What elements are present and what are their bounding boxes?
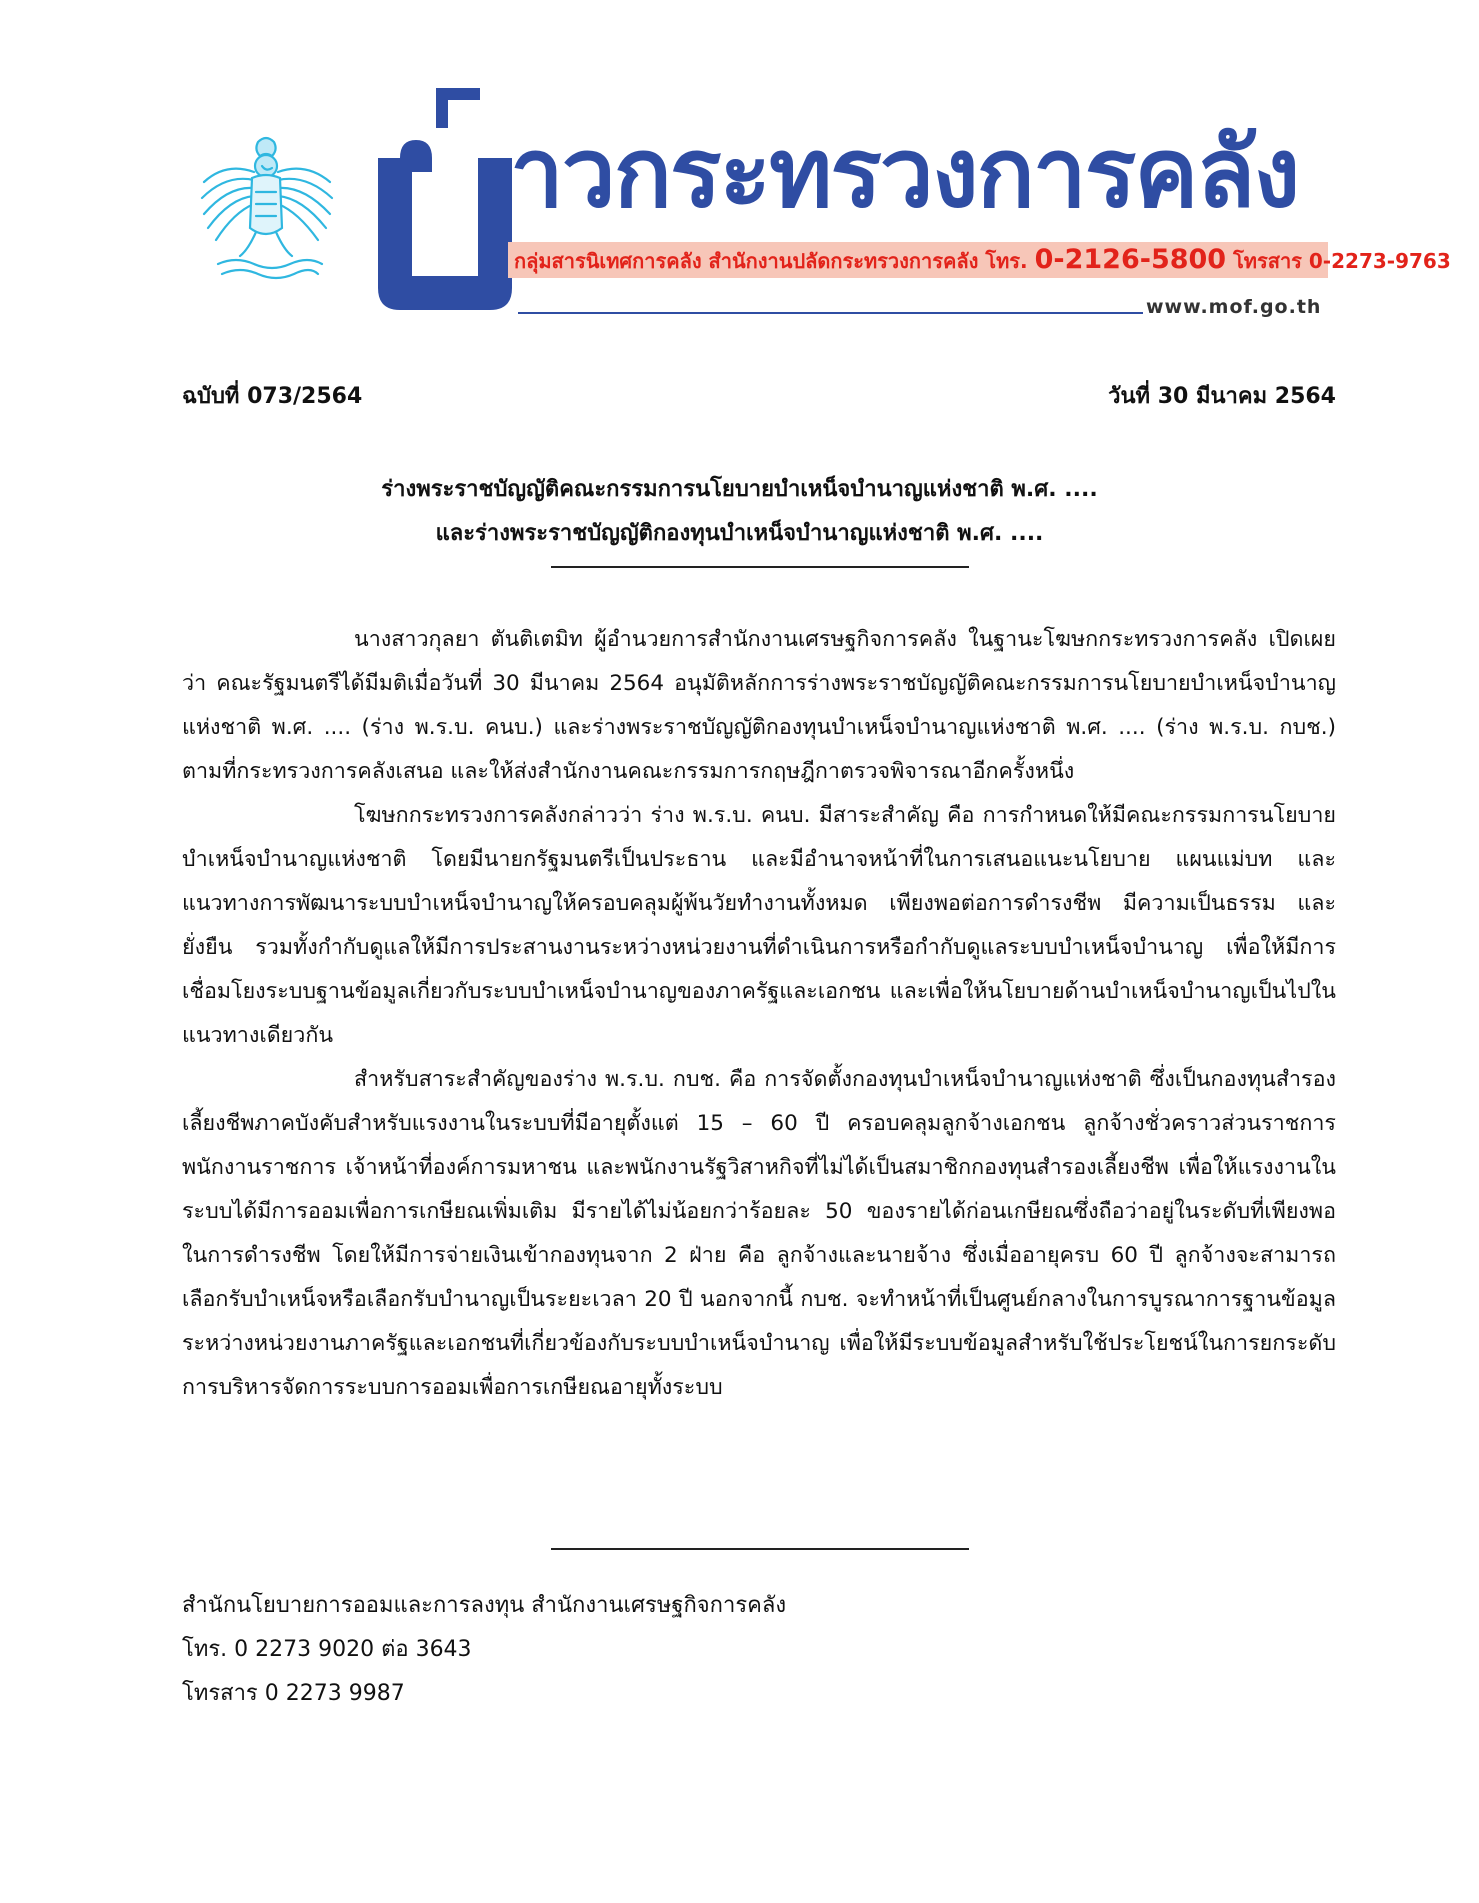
contact-strip [508, 242, 1451, 278]
body-paragraph-3: สำหรับสาระสำคัญของร่าง พ.ร.บ. กบช. คือ การจัดตั้งกองทุนบำเหน็จบำนาญแห่งชาติ ซึ่งเป็นกองทุนสำรองเลี้ยงชีพภาคบังคับสำหรับแรงงานในระบบที่มีอายุตั้งแต่ 15 – 60 ปี ครอบคลุมลูกจ้างเอกชน ลูกจ้างชั่วคราวส่วนราชการ พนักงานราชการ เจ้าหน้าที่องค์การมหาชน และพนักงานรัฐวิสาหกิจที่ไม่ได้เป็นสมาชิกกองทุนสำรองเลี้ยงชีพ เพื่อให้แรงงานในระบบได้มีการออมเพื่อการเกษียณเพิ่มเติม มีรายได้ไม่น้อยกว่าร้อยละ 50 ของรายได้ก่อนเกษียณซึ่งถือว่าอยู่ในระดับที่เพียงพอในการดำรงชีพ โดยให้มีการจ่ายเงินเข้ากองทุนจาก 2 ฝ่าย คือ ลูกจ้างและนายจ้าง ซึ่งเมื่ออายุครบ 60 ปี ลูกจ้างจะสามารถเลือกรับบำเหน็จหรือเลือกรับบำนาญเป็นระยะเวลา 20 ปี นอกจากนี้ กบช. จะทำหน้าที่เป็นศูนย์กลางในการบูรณาการฐานข้อมูลระหว่างหน่วยงานภาครัฐและเอกชนที่เกี่ยวข้องกับระบบบำเหน็จบำนาญ เพื่อให้มีระบบข้อมูลสำหรับใช้ประโยชน์ในการยกระดับการบริหารจัดการระบบการออมเพื่อการเกษียณอายุทั้งระบบ [182, 1067, 1336, 1400]
website-underline [518, 312, 1143, 314]
contact-fax: 0-2273-9763 [1308, 249, 1451, 273]
title-line-2: และร่างพระราชบัญญัติกองทุนบำเหน็จบำนาญแห่งชาติ พ.ศ. .... [435, 521, 1044, 546]
website-url: www.mof.go.th [1146, 296, 1322, 318]
masthead-logo-letter [370, 88, 520, 310]
document-title [150, 468, 1329, 556]
body-paragraph-1: นางสาวกุลยา ตันติเตมิท ผู้อำนวยการสำนักงานเศรษฐกิจการคลัง ในฐานะโฆษกกระทรวงการคลัง เปิดเผยว่า คณะรัฐมนตรีได้มีมติเมื่อวันที่ 30 มีนาคม 2564 อนุมัติหลักการร่างพระราชบัญญัติคณะกรรมการนโยบายบำเหน็จบำนาญแห่งชาติ พ.ศ. .... (ร่าง พ.ร.บ. คนบ.) และร่างพระราชบัญญัติกองทุนบำเหน็จบำนาญแห่งชาติ พ.ศ. .... (ร่าง พ.ร.บ. กบช.) ตามที่กระทรวงการคลังเสนอ และให้ส่งสำนักงานคณะกรรมการกฤษฎีกาตรวจพิจารณาอีกครั้งหนึ่ง [182, 627, 1336, 784]
letterhead [0, 0, 1479, 330]
footer-phone: โทร. 0 2273 9020 ต่อ 3643 [182, 1637, 472, 1662]
press-release-body [182, 618, 1336, 1410]
garuda-emblem-icon [196, 132, 338, 282]
contact-footer [182, 1584, 786, 1716]
footer-office: สำนักนโยบายการออมและการลงทุน สำนักงานเศรษฐกิจการคลัง [182, 1593, 787, 1618]
title-divider [551, 566, 969, 568]
contact-fax-label: โทรสาร [1233, 249, 1302, 273]
footer-divider [551, 1548, 969, 1550]
document-date: วันที่ 30 มีนาคม 2564 [1108, 384, 1336, 409]
contact-prefix: กลุ่มสารนิเทศการคลัง สำนักงานปลัดกระทรวงการคลัง โทร. [514, 249, 1028, 273]
title-line-1: ร่างพระราชบัญญัติคณะกรรมการนโยบายบำเหน็จบำนาญแห่งชาติ พ.ศ. .... [381, 477, 1098, 502]
body-paragraph-2: โฆษกกระทรวงการคลังกล่าวว่า ร่าง พ.ร.บ. คนบ. มีสาระสำคัญ คือ การกำหนดให้มีคณะกรรมการนโยบายบำเหน็จบำนาญแห่งชาติ โดยมีนายกรัฐมนตรีเป็นประธาน และมีอำนาจหน้าที่ในการเสนอแนะนโยบาย แผนแม่บท และแนวทางการพัฒนาระบบบำเหน็จบำนาญให้ครอบคลุมผู้พ้นวัยทำงานทั้งหมด เพียงพอต่อการดำรงชีพ มีความเป็นธรรม และยั่งยืน รวมทั้งกำกับดูแลให้มีการประสานงานระหว่างหน่วยงานที่ดำเนินการหรือกำกับดูแลระบบบำเหน็จบำนาญ เพื่อให้มีการเชื่อมโยงระบบฐานข้อมูลเกี่ยวกับระบบบำเหน็จบำนาญของภาครัฐและเอกชน และเพื่อให้นโยบายด้านบำเหน็จบำนาญเป็นไปในแนวทางเดียวกัน [182, 803, 1336, 1048]
masthead-title: าวกระทรวงการคลัง [510, 117, 1299, 229]
footer-fax: โทรสาร 0 2273 9987 [182, 1681, 405, 1706]
document-number: ฉบับที่ 073/2564 [182, 384, 363, 409]
contact-phone: 0-2126-5800 [1034, 244, 1227, 275]
